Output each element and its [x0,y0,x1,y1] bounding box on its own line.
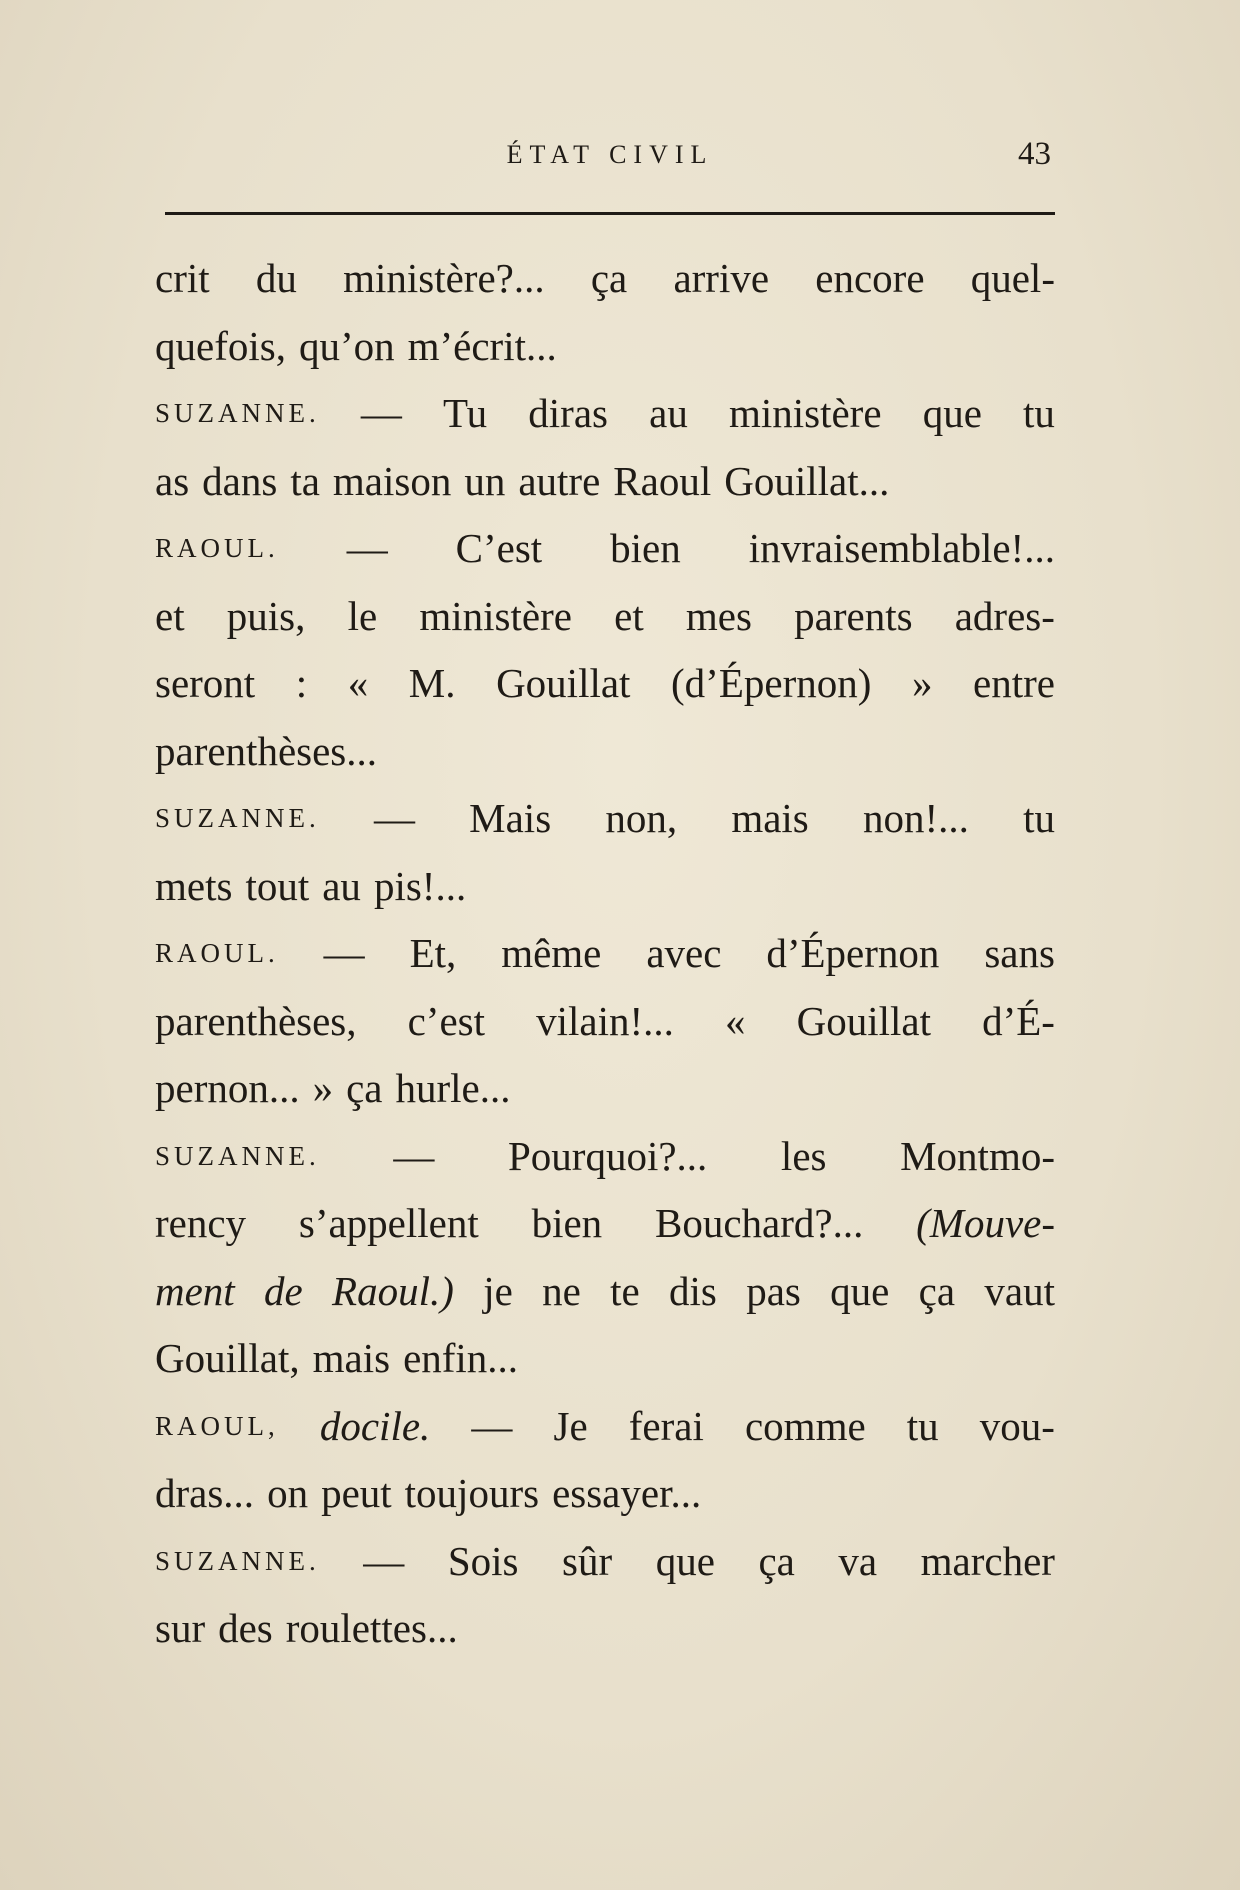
text-line: dras... on peut toujours essayer... [155,1470,702,1516]
text-line: SUZANNE. — Pourquoi?... les Montmo- [155,1132,1055,1179]
text-line: seront : « M. Gouillat (d’Épernon) » entre [155,660,1055,706]
text-line: as dans ta maison un autre Raoul Gouillat... [155,457,890,504]
text-line: RAOUL. — C’est bien invraisemblable!... [155,525,1055,571]
text-line: et puis, le ministère et mes parents adres- [155,592,1055,639]
text-line: sur des roulettes... [155,1605,458,1651]
running-title: ÉTAT CIVIL [506,140,714,169]
text-line: SUZANNE. — Tu diras au ministère que tu [155,390,1055,436]
header-rule [165,212,1055,215]
text-line: ment de Raoul.) je ne te dis pas que ça vaut [155,1267,1055,1314]
text-line: rency s’appellent bien Bouchard?... (Mouve- [155,1200,1055,1246]
text-line: parenthèses... [155,727,377,774]
text-line: SUZANNE. — Mais non, mais non!... tu [155,795,1055,841]
text-line: crit du ministère?... ça arrive encore quel- [155,255,1055,301]
text-line: RAOUL. — Et, même avec d’Épernon sans [155,930,1055,976]
text-line: RAOUL, docile. — Je ferai comme tu vou- [155,1402,1055,1449]
text-line: Gouillat, mais enfin... [155,1335,519,1381]
text-line: mets tout au pis!... [155,862,467,909]
text-line: SUZANNE. — Sois sûr que ça va marcher [155,1537,1055,1584]
text-line: parenthèses, c’est vilain!... « Gouillat d’É- [155,997,1055,1044]
running-head [165,136,1055,180]
page-number: 43 [1018,136,1051,172]
text-line: quefois, qu’on m’écrit... [155,322,557,369]
dialogue-text [155,245,1055,1663]
text-line: pernon... » ça hurle... [155,1065,511,1111]
